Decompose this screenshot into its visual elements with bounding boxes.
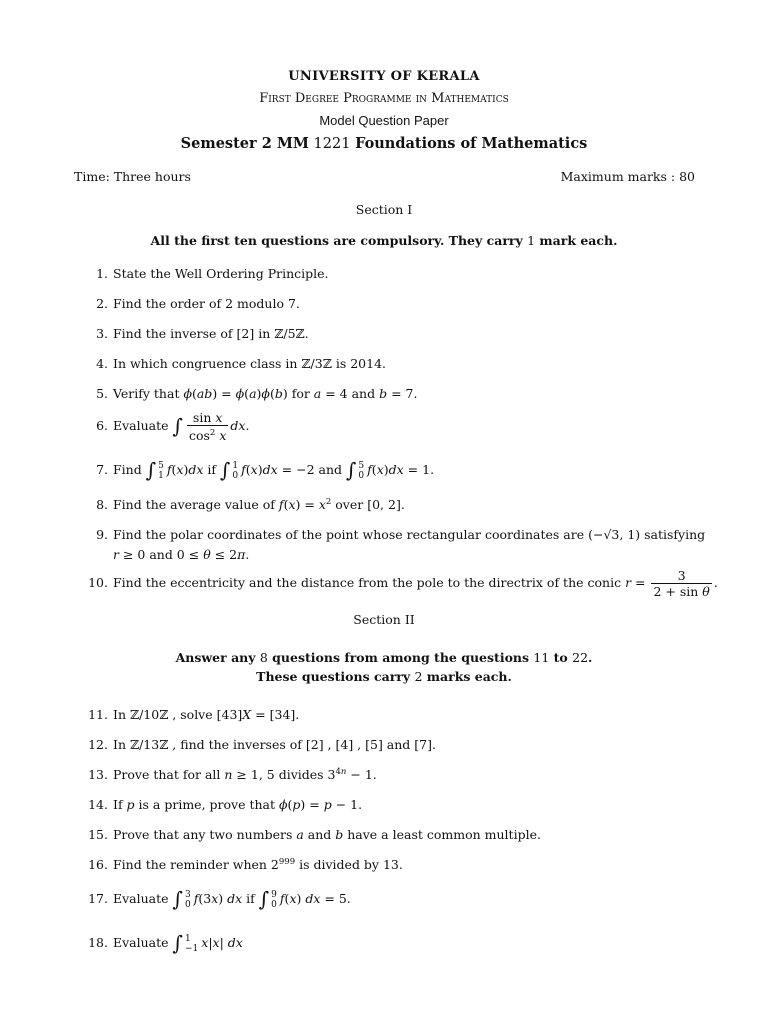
- question-6: 6. Evaluate ∫ $\frac{\text{sin x}}{\cos^2 x}$ dx.: [96, 410, 250, 444]
- question-10: 10. Find the eccentricity and the distance from the pole to the directrix of the conic r = $\frac{3}{\text{2 + sin θ}}$ .: [88, 568, 718, 599]
- question-14: 14. If p is a prime, prove that ϕ(p) = p − 1.: [88, 797, 363, 812]
- paper-type: Model Question Paper: [319, 113, 449, 128]
- question-1: 1. State the Well Ordering Principle.: [96, 266, 329, 281]
- question-3: 3. Find the inverse of [2] in ℤ/5ℤ.: [96, 326, 309, 341]
- programme-title: First Degree Programme in Mathematics: [259, 91, 509, 106]
- maximum-marks: Maximum marks : 80: [560, 169, 695, 184]
- section-1-title: Section I: [355, 202, 413, 217]
- question-8: 8. Find the average value of $f(x) = x^2$ over [0, 2].: [96, 497, 405, 513]
- question-5: 5. Verify that ϕ(ab) = ϕ(a)ϕ(b) for a = 4 and b = 7.: [96, 386, 418, 401]
- question-4: 4. In which congruence class in ℤ/3ℤ is 2014.: [96, 356, 386, 371]
- section-2-title: Section II: [353, 612, 415, 627]
- section-2-instruction-1: Answer any 8 questions from among the questions 11 to 22.: [175, 650, 593, 665]
- question-17: 17. Evaluate ∫ 3 0 f(3x) dx if ∫ 9 0 f(x) dx = 5.: [88, 887, 351, 911]
- university-name: UNIVERSITY OF KERALA: [288, 69, 480, 84]
- time-allowed: Time: Three hours: [74, 169, 191, 184]
- section-1-instruction: All the first ten questions are compulsory. They carry 1 mark each.: [150, 233, 618, 248]
- question-9: 9. Find the polar coordinates of the point whose rectangular coordinates are (−√3, 1) satisfying: [96, 527, 706, 542]
- question-9-continued: r ≥ 0 and 0 ≤ θ ≤ 2π.: [113, 547, 250, 562]
- question-13: 13. Prove that for all n ≥ 1, 5 divides $3^{4n} - 1$.: [88, 767, 377, 783]
- question-12: 12. In ℤ/13ℤ , find the inverses of [2] , [4] , [5] and [7].: [88, 737, 436, 752]
- question-7: 7. Find ∫ 5 1 f(x)dx if ∫ 1 0 f(x)dx = −2 and ∫ 5 0 f(x)dx = 1.: [96, 458, 435, 482]
- section-2-instruction-2: These questions carry 2 marks each.: [256, 669, 512, 684]
- question-11: 11. In ℤ/10ℤ , solve [43]X = [34].: [88, 707, 300, 722]
- question-15: 15. Prove that any two numbers a and b have a least common multiple.: [88, 827, 541, 842]
- course-title: Semester 2 MM 1221 Foundations of Mathematics: [180, 135, 588, 152]
- question-2: 2. Find the order of 2 modulo 7.: [96, 296, 300, 311]
- question-16: 16. Find the reminder when $2^{999}$ is divided by 13.: [88, 857, 403, 873]
- question-18: 18. Evaluate ∫ 1 −1 x|x| dx: [88, 931, 243, 955]
